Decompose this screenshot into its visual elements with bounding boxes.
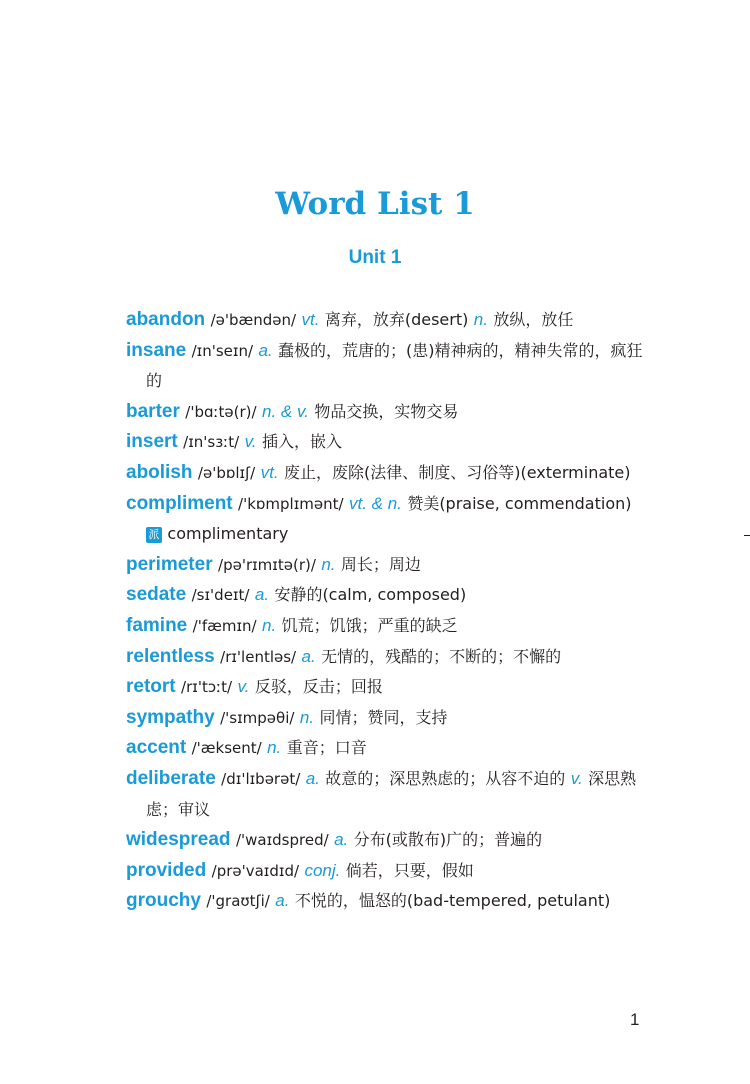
headword: relentless — [126, 645, 215, 667]
pronunciation: /'graʊtʃi/ — [206, 892, 270, 911]
headword: grouchy — [126, 890, 201, 912]
word-entries-list — [126, 305, 646, 917]
unit-heading: Unit 1 — [348, 247, 402, 268]
definition: 饥荒；饥饿；严重的缺乏 — [281, 615, 458, 635]
part-of-speech: conj. — [304, 860, 341, 880]
headword: insert — [126, 431, 178, 453]
part-of-speech: vt. & n. — [348, 493, 402, 513]
entry-abolish — [126, 458, 646, 489]
entry-provided — [126, 856, 646, 887]
headword: insane — [126, 339, 187, 361]
entry-relentless — [126, 642, 646, 673]
pronunciation: /ə'bɒlɪʃ/ — [197, 463, 256, 482]
entry-retort — [126, 672, 646, 703]
definition: 深思熟虑；审议 — [146, 768, 637, 819]
part-of-speech: n. — [473, 310, 488, 329]
part-of-speech: a. — [275, 891, 290, 911]
page-number: 1 — [630, 1010, 640, 1029]
definition: 物品交换，实物交易 — [314, 401, 459, 421]
part-of-speech: n. & v. — [261, 401, 309, 421]
definition: 放纵，放任 — [493, 310, 574, 329]
headword: sympathy — [126, 706, 215, 728]
pronunciation: /dɪ'lɪbərət/ — [221, 769, 301, 788]
pronunciation: /rɪ'tɔːt/ — [181, 678, 233, 697]
part-of-speech: v. — [570, 768, 583, 788]
pronunciation: /ə'bændən/ — [210, 311, 297, 329]
pronunciation: /'æksent/ — [191, 739, 262, 758]
entry-famine — [126, 611, 646, 642]
headword: widespread — [126, 829, 231, 851]
definition: 赞美(praise, commendation) — [407, 493, 632, 513]
headword: provided — [126, 859, 207, 881]
part-of-speech: vt. — [301, 310, 320, 329]
headword: sedate — [126, 584, 187, 606]
entry-insert — [126, 427, 646, 458]
part-of-speech: a. — [334, 830, 349, 850]
pronunciation: /ɪn'seɪn/ — [191, 341, 254, 360]
definition: 周长；周边 — [340, 554, 421, 574]
part-of-speech: n. — [321, 554, 336, 574]
headword: compliment — [126, 492, 233, 514]
word-list-title: Word List 1 — [275, 186, 475, 222]
derivative-badge-icon: 派 — [146, 527, 162, 543]
pronunciation: /'kɒmplɪmənt/ — [238, 494, 344, 513]
pronunciation: /prə'vaɪdɪd/ — [211, 861, 300, 880]
definition: 不悦的，愠怒的(bad-tempered, petulant) — [294, 891, 611, 911]
definition: 重音；口音 — [286, 738, 367, 758]
definition: 离弃，放弃(desert) — [324, 310, 469, 329]
derivative-word: complimentary — [167, 524, 289, 544]
entry-grouchy — [126, 886, 646, 917]
definition: 同情；赞同，支持 — [319, 707, 448, 727]
part-of-speech: n. — [267, 738, 282, 758]
part-of-speech: n. — [262, 615, 277, 635]
part-of-speech: a. — [254, 585, 270, 605]
part-of-speech: v. — [244, 432, 257, 452]
pronunciation: /pə'rɪmɪtə(r)/ — [218, 555, 316, 574]
entry-deliberate — [126, 764, 646, 825]
definition: 分布(或散布)广的；普遍的 — [353, 830, 543, 850]
definition: 蠢极的，荒唐的；(患)精神病的，精神失常的，疯狂的 — [146, 340, 643, 391]
pronunciation: /sɪ'deɪt/ — [191, 586, 250, 605]
definition: 废止，废除(法律、制度、习俗等)(exterminate) — [283, 462, 631, 482]
pronunciation: /'fæmɪn/ — [192, 616, 257, 635]
headword: deliberate — [126, 767, 216, 789]
headword: abolish — [126, 461, 193, 483]
definition: 安静的(calm, composed) — [274, 585, 467, 605]
definition: 倘若，只要，假如 — [345, 860, 474, 880]
margin-tick-mark — [744, 535, 750, 536]
entry-accent — [126, 733, 646, 764]
pronunciation: /'sɪmpəθi/ — [220, 708, 295, 727]
pronunciation: /'waɪdspred/ — [235, 831, 329, 850]
part-of-speech: v. — [237, 677, 250, 697]
part-of-speech: vt. — [260, 462, 279, 482]
pronunciation: /rɪ'lentləs/ — [220, 647, 297, 666]
pronunciation: /'bɑːtə(r)/ — [185, 402, 257, 421]
part-of-speech: a. — [258, 340, 273, 360]
part-of-speech: a. — [305, 768, 320, 788]
entry-barter — [126, 397, 646, 428]
entry-insane — [126, 336, 646, 397]
entry-abandon — [126, 305, 646, 336]
definition: 反驳，反击；回报 — [254, 677, 383, 697]
headword: perimeter — [126, 553, 213, 575]
entry-compliment — [126, 489, 646, 550]
headword: accent — [126, 737, 187, 759]
pronunciation: /ɪn'sɜːt/ — [183, 433, 240, 452]
definition: 插入，嵌入 — [261, 432, 342, 452]
headword: abandon — [126, 309, 206, 330]
headword: retort — [126, 676, 176, 698]
definition: 无情的，残酷的；不断的；不懈的 — [321, 646, 562, 666]
headword: barter — [126, 400, 180, 422]
entry-sedate — [126, 580, 646, 611]
entry-perimeter — [126, 550, 646, 581]
part-of-speech: n. — [299, 707, 315, 727]
entry-widespread — [126, 825, 646, 856]
headword: famine — [126, 614, 188, 636]
entry-sympathy — [126, 703, 646, 734]
part-of-speech: a. — [301, 646, 316, 666]
definition: 故意的；深思熟虑的；从容不迫的 — [325, 768, 566, 788]
